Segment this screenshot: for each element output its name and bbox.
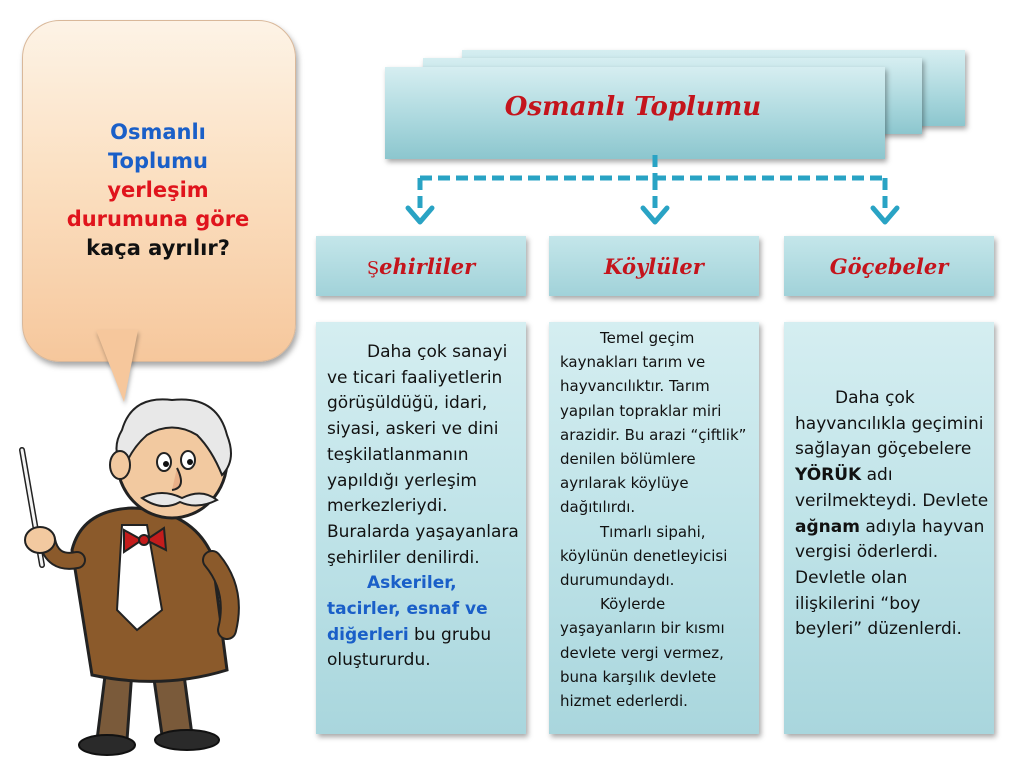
page-title: Osmanlı Toplumu xyxy=(504,92,762,122)
column-koyluler-text xyxy=(560,326,755,713)
gocebeler-paragraph-1b: adı verilmekteydi. Devlete xyxy=(795,465,989,511)
column-gocebeler-text xyxy=(795,386,990,643)
category-label: Göçebeler xyxy=(829,253,949,279)
gocebeler-paragraph-1c: adıyla hayvan vergisi öderlerdi. Devletle olan ilişkilerini “boy beyleri” düzenlerdi. xyxy=(795,516,985,640)
question-line-1: Osmanlı xyxy=(110,120,206,144)
koyluler-paragraph-1: Temel geçim kaynakları tarım ve hayvancılıktır. Tarım yapılan topraklar miri arazidir. Bu arazi “çiftlik” denilen bölümlere ayrılarak köylüye dağıtılırdı. xyxy=(560,329,747,517)
category-label: Köylüler xyxy=(604,253,704,279)
tree-connector xyxy=(395,150,905,235)
gocebeler-agnam: ağnam xyxy=(795,516,860,537)
sehirliler-highlight: Askeriler, tacirler, esnaf ve diğerleri xyxy=(327,573,488,645)
category-sehirliler xyxy=(316,236,526,296)
gocebeler-paragraph-1: Daha çok hayvancılıkla geçimini sağlayan göçebelere xyxy=(795,388,984,460)
koyluler-paragraph-3: Köylerde yaşayanların bir kısmı devlete vergi vermez, buna karşılık devlete hizmet ederlerdi. xyxy=(560,595,725,711)
column-sehirliler xyxy=(316,322,526,734)
sehirliler-paragraph-2: bu grubu oluştururdu. xyxy=(327,624,492,671)
down-arrow-icon xyxy=(873,208,897,222)
professor-illustration xyxy=(12,390,262,760)
column-gocebeler xyxy=(784,322,994,734)
column-sehirliler-text xyxy=(327,340,523,674)
koyluler-paragraph-2: Tımarlı sipahi, köylünün denetleyicisi durumundaydı. xyxy=(560,522,728,590)
question-text xyxy=(30,118,286,263)
sehirliler-paragraph-1: Daha çok sanayi ve ticari faaliyetlerin görüşüldüğü, idari, siyasi, askeri ve dini teşkilatlanmanın yapıldığı yerleşim merkezleriydi. Buralarda yaşayanlara şehirliler denilirdi. xyxy=(327,342,519,568)
question-line-5: kaça ayrılır? xyxy=(86,236,230,260)
question-line-4: durumuna göre xyxy=(66,207,250,231)
question-line-2: Toplumu xyxy=(108,149,208,173)
category-gocebeler xyxy=(784,236,994,296)
down-arrow-icon xyxy=(408,208,432,222)
down-arrow-icon xyxy=(643,208,667,222)
category-label: Şehirliler xyxy=(366,253,476,279)
category-koyluler xyxy=(549,236,759,296)
column-koyluler xyxy=(549,322,759,734)
question-line-3: yerleşim xyxy=(107,178,209,202)
gocebeler-yoruk: YÖRÜK xyxy=(795,465,862,486)
